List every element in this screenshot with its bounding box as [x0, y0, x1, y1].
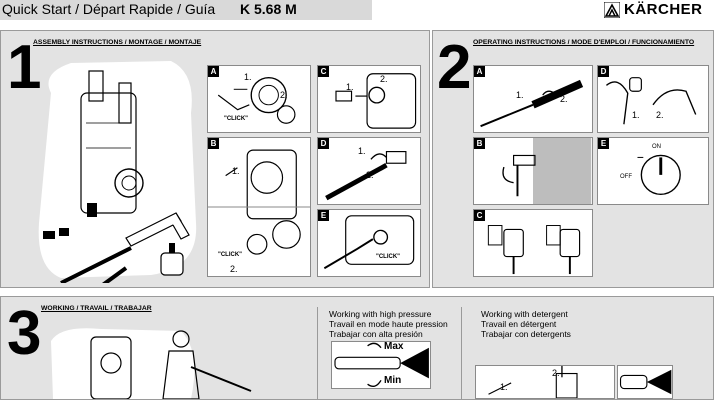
callout: 1. [346, 82, 354, 92]
callout: 1. [516, 90, 524, 100]
model-number: K 5.68 M [240, 1, 297, 17]
callout: 1. [632, 110, 640, 120]
section-number: 2 [437, 33, 472, 102]
operating-step-e [597, 137, 709, 205]
detergent-line: Trabajar con detergents [481, 329, 571, 339]
spray-nozzle-illustration [618, 366, 672, 398]
nozzle-pressure-illustration [332, 342, 430, 388]
switch-off-label: OFF [620, 174, 632, 180]
header-bar [0, 0, 372, 20]
operator-using-washer-illustration [41, 321, 291, 399]
detergent-spray-diagram [617, 365, 673, 399]
section-heading: ASSEMBLY INSTRUCTIONS / MONTAGE / MONTAJE [33, 39, 202, 46]
assembly-step-d [317, 137, 421, 205]
step-label: C [474, 210, 485, 221]
callout: 2. [656, 110, 664, 120]
assembly-step-e [317, 209, 421, 277]
step-label: E [598, 138, 609, 149]
pressure-washer-overview-illustration [31, 53, 201, 283]
detergent-line: Working with detergent [481, 309, 568, 319]
step-label: B [208, 138, 219, 149]
pressure-adjust-diagram [331, 341, 431, 389]
step-label: A [208, 66, 219, 77]
operating-step-a [473, 65, 593, 133]
document-title: Quick Start / Départ Rapide / Guía [2, 1, 216, 17]
brand-name: KÄRCHER [624, 1, 703, 18]
operating-step-c [473, 209, 593, 277]
section-working [0, 296, 714, 400]
switch-on-label: ON [652, 144, 661, 150]
callout: 1. [500, 382, 508, 392]
power-plug-illustration [474, 210, 592, 276]
karcher-logo-icon [604, 2, 620, 18]
step-label: C [318, 66, 329, 77]
callout: 2. [280, 90, 288, 100]
step-label: B [474, 138, 485, 149]
divider [461, 307, 462, 399]
section-heading: OPERATING INSTRUCTIONS / MODE D'EMPLOI / FUNCIONAMIENTO [473, 39, 695, 46]
click-callout: "CLICK" [376, 254, 401, 260]
callout: 2. [366, 170, 374, 180]
pressure-max-label: Max [384, 341, 404, 352]
pressure-line: Trabajar con alta presión [329, 329, 423, 339]
callout: 1. [232, 166, 240, 176]
operating-step-d [597, 65, 709, 133]
pressure-min-label: Min [384, 375, 402, 386]
callout: 1. [244, 72, 252, 82]
brand-logo [602, 0, 714, 22]
assembly-step-a [207, 65, 311, 133]
faucet-connect-illustration [474, 138, 592, 204]
pressure-line: Working with high pressure [329, 309, 432, 319]
hose-connect-illustration [318, 210, 420, 276]
inlet-connector-illustration [318, 66, 420, 132]
section-number: 1 [7, 33, 42, 102]
operating-step-b [473, 137, 593, 205]
click-callout: "CLICK" [224, 116, 249, 122]
section-number: 3 [7, 299, 42, 368]
section-heading: WORKING / TRAVAIL / TRABAJAR [41, 305, 152, 312]
pressure-line: Travail en mode haute pression [329, 319, 448, 329]
assembly-step-b [207, 137, 311, 277]
detergent-line: Travail en détergent [481, 319, 557, 329]
step-label: E [318, 210, 329, 221]
divider [317, 307, 318, 399]
callout: 2. [552, 368, 560, 378]
callout: 2. [560, 94, 568, 104]
callout: 2. [380, 74, 388, 84]
assembly-step-c [317, 65, 421, 133]
detergent-step-diagram [475, 365, 615, 399]
section-operating [432, 30, 714, 288]
step-label: A [474, 66, 485, 77]
step-label: D [318, 138, 329, 149]
nozzle-attach-illustration [474, 66, 592, 132]
detergent-bottle-illustration [476, 366, 614, 398]
callout: 1. [358, 146, 366, 156]
trigger-release-illustration [598, 66, 708, 132]
callout: 2. [230, 264, 238, 274]
step-label: D [598, 66, 609, 77]
section-assembly [0, 30, 430, 288]
click-callout: "CLICK" [218, 252, 243, 258]
